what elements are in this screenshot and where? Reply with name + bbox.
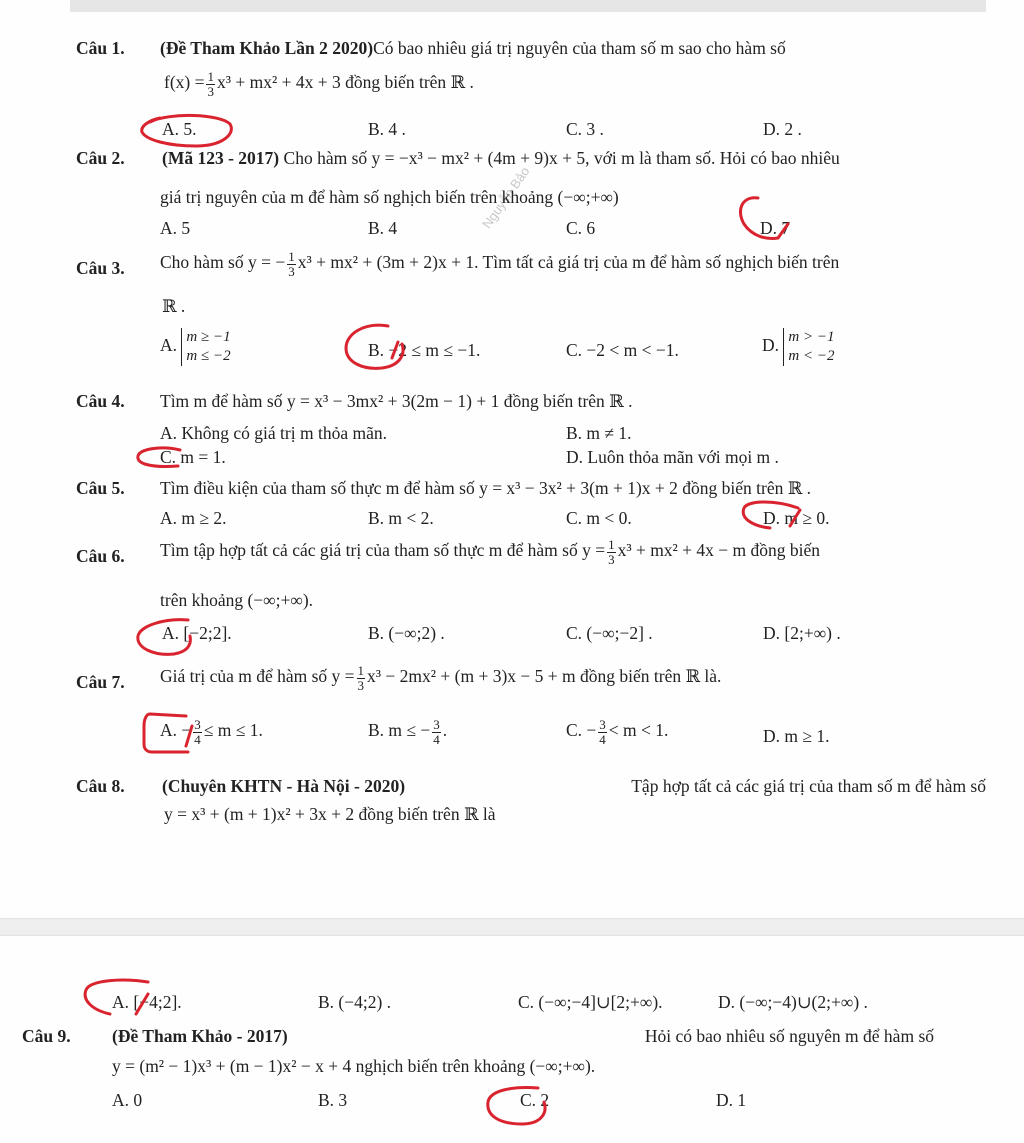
question-1-line-1: (Đề Tham Khảo Lần 2 2020)Có bao nhiêu giá trị nguyên của tham số m sao cho hàm số [160, 38, 786, 58]
question-2-line-1: (Mã 123 - 2017) Cho hàm số y = −x³ − mx² + (4m + 9)x + 5, với m là tham số. Hỏi có bao nhiêu [162, 148, 840, 168]
question-2-label: Câu 2. [76, 148, 125, 168]
question-6-label: Câu 6. [76, 546, 125, 566]
question-1-option-d: D. 2 . [763, 119, 802, 139]
question-6-option-c: C. (−∞;−2] . [566, 623, 653, 643]
question-4-option-a: A. Không có giá trị m thỏa mãn. [160, 423, 387, 443]
question-8-line-2: y = x³ + (m + 1)x² + 3x + 2 đồng biến trên ℝ là [164, 804, 496, 824]
fraction: $\frac{1}{3}$ [207, 69, 214, 99]
question-2-option-a: A. 5 [160, 218, 191, 238]
question-8-line-1: (Chuyên KHTN - Hà Nội - 2020) Tập hợp tất cả các giá trị của tham số m để hàm số [162, 776, 986, 796]
document-page-2 [0, 936, 1024, 1143]
question-3-line-2: ℝ . [162, 296, 186, 316]
question-5-option-a: A. m ≥ 2. [160, 508, 227, 528]
question-7-line-1: Giá trị của m để hàm số y = $\frac{1}{3}$ x³ − 2mx² + (m + 3)x − 5 + m đồng biến trên ℝ là. [160, 663, 722, 693]
question-3-option-d: D. m > −1 m < −2 [762, 329, 835, 364]
question-3-option-c: C. −2 < m < −1. [566, 340, 679, 360]
question-7-option-b: B. m ≤ − $\frac{3}{4}$ . [368, 717, 448, 747]
question-2-option-c: C. 6 [566, 218, 596, 238]
question-3-option-b: B. −2 ≤ m ≤ −1. [368, 340, 481, 360]
question-9-option-d: D. 1 [716, 1090, 747, 1110]
question-4-option-b: B. m ≠ 1. [566, 423, 632, 443]
bracket-system: m ≥ −1 m ≤ −2 [181, 328, 230, 366]
fraction: $\frac{3}{4}$ [433, 717, 440, 747]
question-2-option-b: B. 4 [368, 218, 398, 238]
question-5-option-b: B. m < 2. [368, 508, 434, 528]
fraction: $\frac{3}{4}$ [194, 717, 201, 747]
fraction: $\frac{1}{3}$ [608, 537, 615, 567]
question-9-option-c: C. 2 [520, 1090, 550, 1110]
question-4-option-d: D. Luôn thỏa mãn với mọi m . [566, 447, 779, 467]
question-3-option-a: A. m ≥ −1 m ≤ −2 [160, 329, 231, 364]
question-8-option-a: A. [−4;2]. [112, 992, 182, 1012]
question-1-option-a: A. 5. [162, 119, 197, 139]
question-7-option-d: D. m ≥ 1. [763, 726, 830, 746]
question-2-option-d: D. 7 [760, 218, 791, 238]
watermark: Nguyễn Bảo [479, 163, 533, 232]
question-7-label: Câu 7. [76, 672, 125, 692]
question-4-option-c: C. m = 1. [160, 447, 226, 467]
question-4-label: Câu 4. [76, 391, 125, 411]
question-3-label: Câu 3. [76, 258, 125, 278]
question-5-line-1: Tìm điều kiện của tham số thực m để hàm số y = x³ − 3x² + 3(m + 1)x + 2 đồng biến trên ℝ . [160, 478, 812, 498]
question-8-option-d: D. (−∞;−4)∪(2;+∞) . [718, 992, 868, 1012]
question-9-line-2: y = (m² − 1)x³ + (m − 1)x² − x + 4 nghịch biến trên khoảng (−∞;+∞). [112, 1056, 596, 1076]
question-1-option-c: C. 3 . [566, 119, 604, 139]
question-3-line-1: Cho hàm số y = − $\frac{1}{3}$ x³ + mx² + (3m + 2)x + 1. Tìm tất cả giá trị của m để hàm số nghịch biến trên [160, 249, 840, 279]
question-4-line-1: Tìm m để hàm số y = x³ − 3mx² + 3(2m − 1) + 1 đồng biến trên ℝ . [160, 391, 633, 411]
question-9-line-1: (Đề Tham Khảo - 2017) Hỏi có bao nhiêu số nguyên m để hàm số [112, 1026, 934, 1046]
question-1-label: Câu 1. [76, 38, 125, 58]
fraction: $\frac{3}{4}$ [599, 717, 606, 747]
question-5-option-c: C. m < 0. [566, 508, 632, 528]
question-7-option-c: C. − $\frac{3}{4}$ < m < 1. [566, 717, 669, 747]
question-6-option-a: A. [−2;2]. [162, 623, 232, 643]
fraction: $\frac{1}{3}$ [357, 663, 365, 693]
question-6-option-d: D. [2;+∞) . [763, 623, 841, 643]
question-7-option-a: A. − $\frac{3}{4}$ ≤ m ≤ 1. [160, 717, 263, 747]
question-5-label: Câu 5. [76, 478, 125, 498]
question-9-option-b: B. 3 [318, 1090, 348, 1110]
question-1-option-b: B. 4 . [368, 119, 406, 139]
question-8-option-b: B. (−4;2) . [318, 992, 392, 1012]
question-5-option-d: D. m ≥ 0. [763, 508, 830, 528]
question-6-line-2: trên khoảng (−∞;+∞). [160, 590, 314, 610]
bracket-system: m > −1 m < −2 [783, 328, 834, 366]
question-1-function: f(x) = $\frac{1}{3}$ x³ + mx² + 4x + 3 đồng biến trên ℝ . [164, 69, 474, 99]
fraction: $\frac{1}{3}$ [288, 249, 295, 279]
question-8-label: Câu 8. [76, 776, 125, 796]
question-6-option-b: B. (−∞;2) . [368, 623, 445, 643]
question-9-label: Câu 9. [22, 1026, 71, 1046]
question-9-option-a: A. 0 [112, 1090, 143, 1110]
question-8-option-c: C. (−∞;−4]∪[2;+∞). [518, 992, 663, 1012]
question-6-line-1: Tìm tập hợp tất cả các giá trị của tham số thực m để hàm số y = $\frac{1}{3}$ x³ + mx² + 4x − m đồng biến [160, 537, 821, 567]
previous-page-strip [70, 0, 986, 12]
question-2-line-2: giá trị nguyên của m để hàm số nghịch biến trên khoảng (−∞;+∞) [160, 187, 619, 207]
